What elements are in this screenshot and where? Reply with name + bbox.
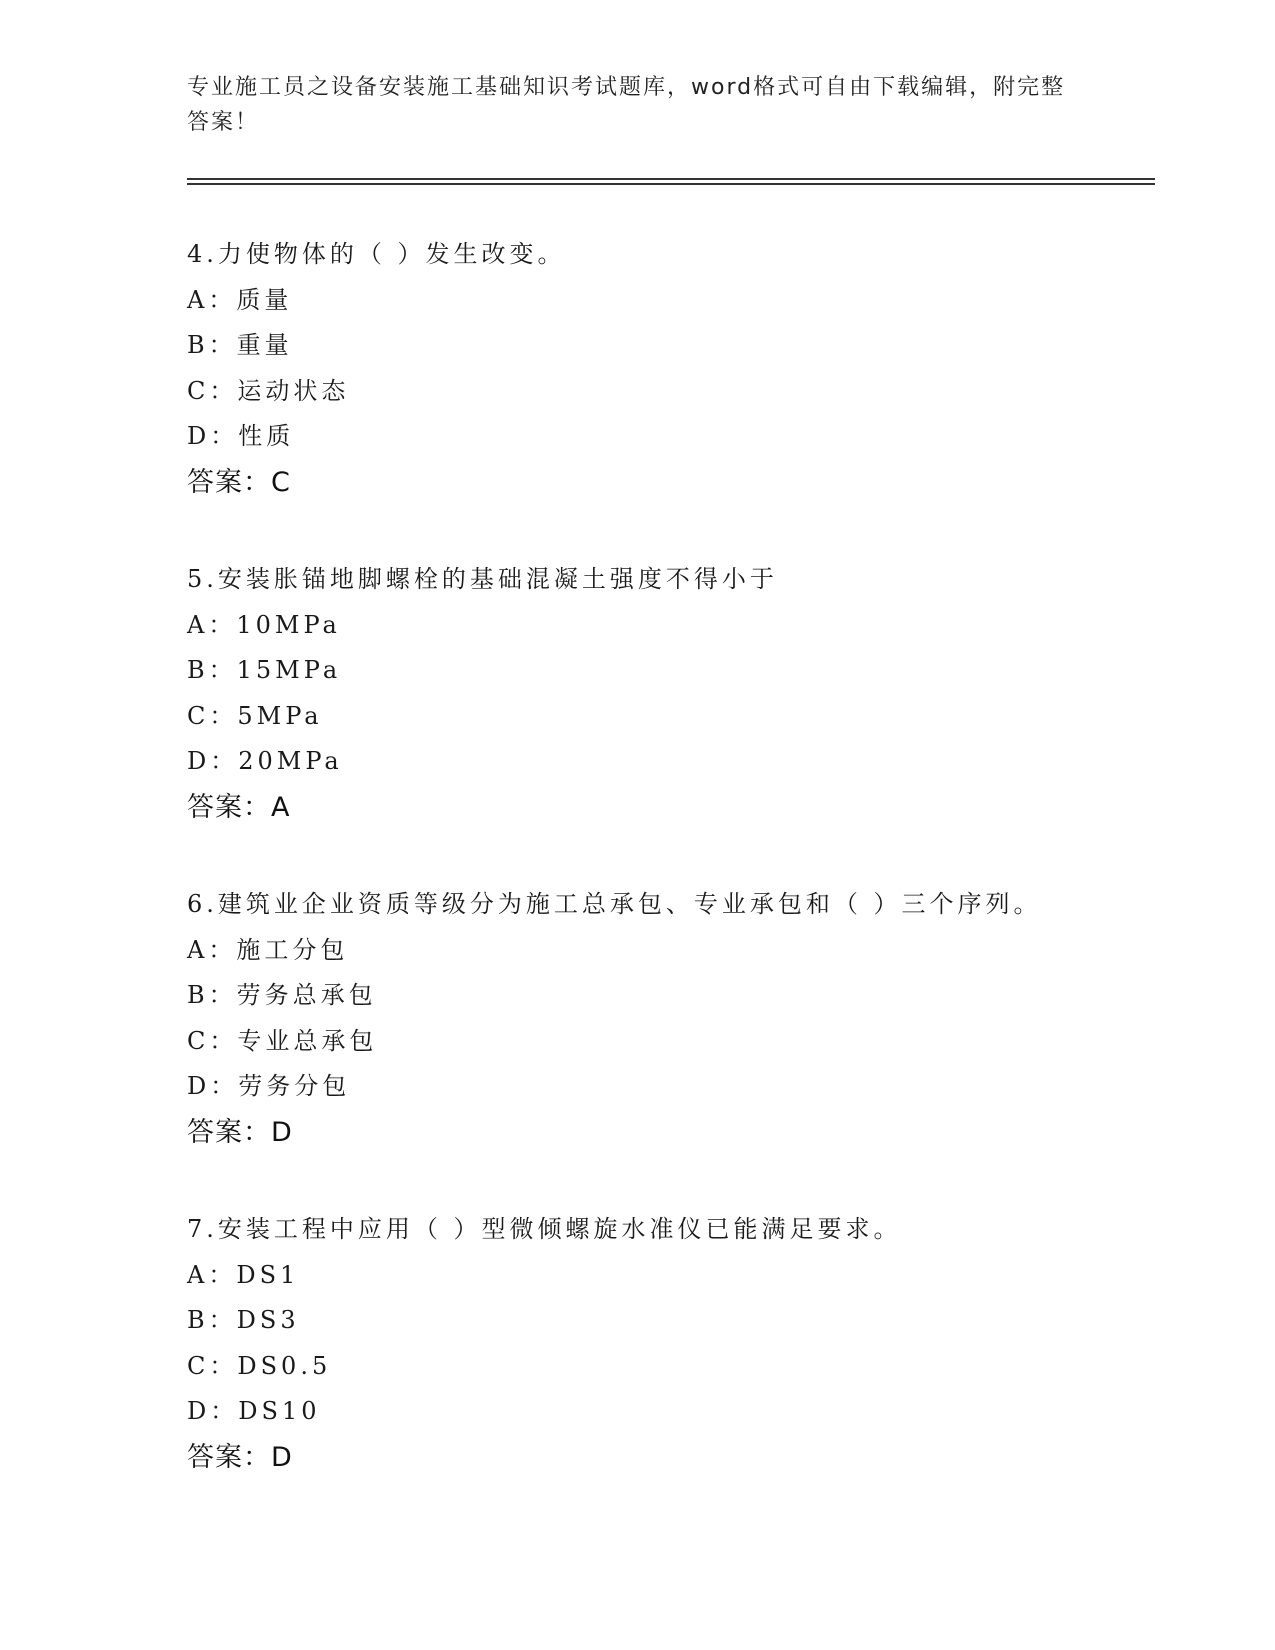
question-stem: 6.建筑业企业资质等级分为施工总承包、专业承包和（ ）三个序列。 (187, 890, 1042, 918)
question-stem: 7.安装工程中应用（ ）型微倾螺旋水准仪已能满足要求。 (187, 1215, 902, 1243)
question-stem: 5.安装胀锚地脚螺栓的基础混凝土强度不得小于 (187, 565, 778, 593)
document-header (187, 70, 1067, 140)
option-d: D：劳务分包 (187, 1072, 351, 1100)
header-divider-top (187, 178, 1155, 180)
answer-line: 答案：D (187, 1116, 293, 1148)
option-d: D：DS10 (187, 1397, 321, 1425)
option-b: B：重量 (187, 331, 293, 359)
question-list (187, 232, 1155, 1532)
option-d: D：20MPa (187, 747, 343, 775)
option-b: B：DS3 (187, 1306, 300, 1334)
header-divider-bottom (187, 183, 1155, 185)
option-c: C：DS0.5 (187, 1351, 332, 1380)
question-item (187, 882, 1155, 1155)
option-a: A：10MPa (187, 610, 341, 639)
question-item (187, 232, 1155, 505)
option-c: C：运动状态 (187, 376, 350, 405)
answer-line: 答案：A (187, 791, 291, 823)
option-a: A：施工分包 (187, 935, 349, 964)
question-stem: 4.力使物体的（ ）发生改变。 (187, 240, 566, 268)
question-item (187, 1207, 1155, 1480)
option-c: C：专业总承包 (187, 1026, 378, 1055)
option-b: B：劳务总承包 (187, 981, 377, 1009)
answer-line: 答案：C (187, 466, 291, 498)
option-c: C：5MPa (187, 701, 323, 730)
answer-line: 答案：D (187, 1441, 293, 1473)
option-d: D：性质 (187, 422, 295, 450)
option-b: B：15MPa (187, 656, 342, 684)
question-item (187, 557, 1155, 830)
header-intro-text: 专业施工员之设备安装施工基础知识考试题库，word格式可自由下载编辑，附完整答案！ (187, 75, 1066, 135)
option-a: A：DS1 (187, 1260, 300, 1289)
option-a: A：质量 (187, 285, 293, 314)
